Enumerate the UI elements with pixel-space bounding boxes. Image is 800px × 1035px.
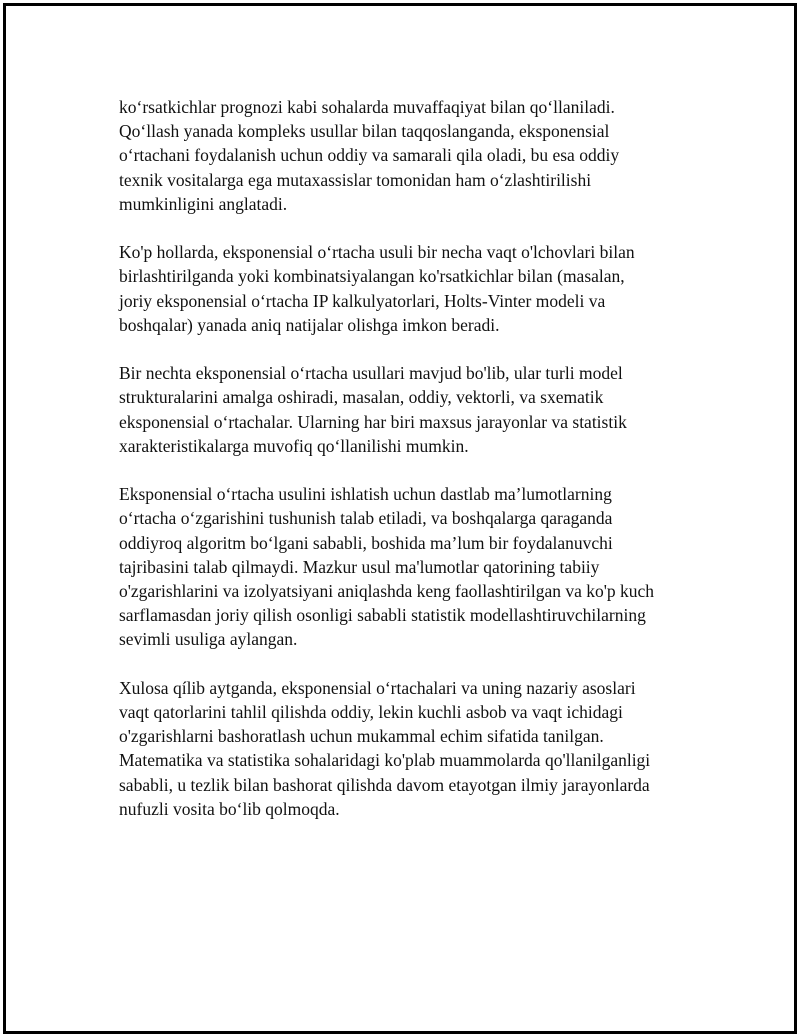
- document-body: [119, 95, 699, 845]
- paragraph-3: Bir nechta eksponensial o‘rtacha usullari mavjud bo'lib, ular turli model strukturalarini amalga oshiradi, masalan, oddiy, vektorli, va sxematik eksponensial o‘rtachalar. Ularning har biri maxsus jarayonlar va statistik xarakteristikalarga muvofiq qo‘llanilishi mumkin.: [119, 363, 627, 456]
- paragraph-5: Xulosa qílib aytganda, eksponensial o‘rtachalari va uning nazariy asoslari vaqt qatorlarini tahlil qilishda oddiy, lekin kuchli asbob va vaqt ichidagi o'zgarishlarni bashoratlash uchun mukammal echim sifatida tanilgan. Matematika va statistika sohalaridagi ko'plab muammolarda qo'llanilganligi sababli, u tezlik bilan bashorat qilishda davom etayotgan ilmiy jarayonlarda nufuzli vosita bo‘lib qolmoqda.: [119, 677, 651, 819]
- paragraph-4: Eksponensial o‘rtacha usulini ishlatish uchun dastlab ma’lumotlarning o‘rtacha o‘zgarishini tushunish talab etiladi, va boshqalarga qaraganda oddiyroq algoritm bo‘lgani sababli, boshida ma’lum bir foydalanuvchi tajribasini talab qilmaydi. Mazkur usul ma'lumotlar qatorining tabiiy o'zgarishlarini va izolyatsiyani aniqlashda keng faollashtirilgan va ko'p kuch sarflamasdan joriy qilish osonligi sababli statistik modellashtiruvchilarning sevimli usuliga aylangan.: [119, 484, 655, 650]
- paragraph-1: ko‘rsatkichlar prognozi kabi sohalarda muvaffaqiyat bilan qo‘llaniladi. Qo‘llash yanada kompleks usullar bilan taqqoslanganda, eksponensial o‘rtachani foydalanish uchun oddiy va samarali qila oladi, bu esa oddiy texnik vositalarga ega mutaxassislar tomonidan ham o‘zlashtirilishi mumkinligini anglatadi.: [119, 97, 620, 214]
- paragraph-2: Ko'p hollarda, eksponensial o‘rtacha usuli bir necha vaqt o'lchovlari bilan birlashtirilganda yoki kombinatsiyalangan ko'rsatkichlar bilan (masalan, joriy eksponensial o‘rtacha IP kalkulyatorlari, Holts-Vinter modeli va boshqalar) yanada aniq natijalar olishga imkon beradi.: [119, 242, 635, 335]
- document-page: [3, 3, 797, 1034]
